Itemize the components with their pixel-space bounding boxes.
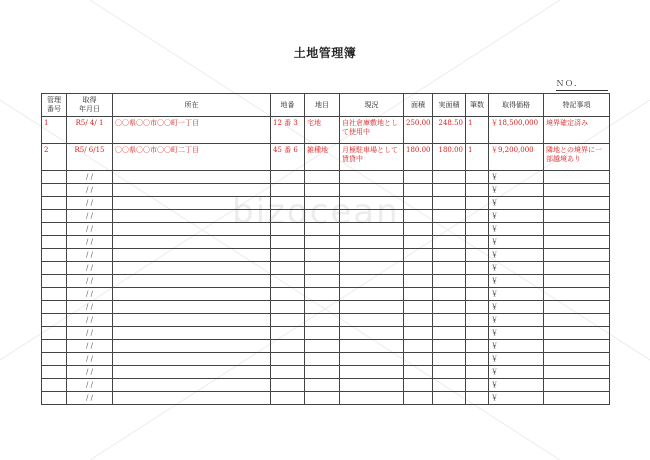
empty-cell[interactable]	[271, 379, 305, 392]
column-header: 実面積	[433, 94, 466, 117]
empty-cell[interactable]	[404, 223, 433, 236]
cell-price: ￥9,200,000	[489, 144, 544, 171]
table-row	[42, 314, 610, 327]
empty-cell[interactable]	[305, 301, 340, 314]
empty-cell[interactable]	[433, 379, 466, 392]
empty-cell[interactable]	[466, 171, 489, 184]
empty-cell[interactable]	[340, 366, 404, 379]
cell-actual-area: 180.00	[433, 144, 466, 171]
column-header: 取得 年月日	[67, 94, 113, 117]
empty-cell[interactable]	[544, 314, 610, 327]
cell-no: 2	[42, 144, 67, 171]
empty-cell[interactable]	[340, 249, 404, 262]
empty-cell[interactable]	[42, 392, 67, 405]
empty-cell[interactable]	[271, 197, 305, 210]
cell-price[interactable]: ￥	[489, 327, 544, 340]
empty-cell[interactable]	[305, 392, 340, 405]
empty-cell[interactable]	[305, 249, 340, 262]
empty-cell[interactable]	[113, 340, 271, 353]
empty-cell[interactable]	[113, 314, 271, 327]
empty-cell[interactable]	[271, 249, 305, 262]
empty-cell[interactable]	[305, 275, 340, 288]
empty-cell[interactable]	[271, 275, 305, 288]
cell-date: R5/ 6/15	[67, 144, 113, 171]
empty-cell[interactable]	[404, 353, 433, 366]
empty-cell[interactable]	[544, 249, 610, 262]
empty-cell[interactable]	[42, 314, 67, 327]
cell-actual-area: 248.50	[433, 117, 466, 144]
empty-cell[interactable]	[305, 223, 340, 236]
cell-price[interactable]: ￥	[489, 171, 544, 184]
empty-cell[interactable]	[466, 353, 489, 366]
empty-cell[interactable]	[404, 366, 433, 379]
cell-status: 月極駐車場として賃貸中	[340, 144, 404, 171]
empty-cell[interactable]	[305, 184, 340, 197]
empty-cell[interactable]	[404, 392, 433, 405]
empty-cell[interactable]	[42, 379, 67, 392]
empty-cell[interactable]	[42, 340, 67, 353]
cell-date[interactable]: / /	[67, 314, 113, 327]
empty-cell[interactable]	[113, 197, 271, 210]
cell-price[interactable]: ￥	[489, 392, 544, 405]
empty-cell[interactable]	[404, 288, 433, 301]
table-row	[42, 340, 610, 353]
empty-cell[interactable]	[271, 236, 305, 249]
table-row	[42, 210, 610, 223]
empty-cell[interactable]	[404, 197, 433, 210]
empty-cell[interactable]	[466, 236, 489, 249]
cell-price[interactable]: ￥	[489, 249, 544, 262]
empty-cell[interactable]	[305, 262, 340, 275]
empty-cell[interactable]	[433, 340, 466, 353]
cell-category: 雑種地	[305, 144, 340, 171]
cell-date[interactable]: / /	[67, 379, 113, 392]
empty-cell[interactable]	[113, 301, 271, 314]
empty-cell[interactable]	[433, 392, 466, 405]
empty-cell[interactable]	[305, 327, 340, 340]
table-row	[42, 262, 610, 275]
empty-cell[interactable]	[404, 171, 433, 184]
empty-cell[interactable]	[544, 236, 610, 249]
empty-cell[interactable]	[404, 275, 433, 288]
cell-category: 宅地	[305, 117, 340, 144]
cell-area: 180.00	[404, 144, 433, 171]
cell-price: ￥18,500,000	[489, 117, 544, 144]
empty-cell[interactable]	[42, 223, 67, 236]
cell-date[interactable]: / /	[67, 197, 113, 210]
cell-date[interactable]: / /	[67, 301, 113, 314]
empty-cell[interactable]	[466, 392, 489, 405]
cell-date[interactable]: / /	[67, 275, 113, 288]
empty-cell[interactable]	[433, 197, 466, 210]
empty-cell[interactable]	[305, 288, 340, 301]
column-header: 面積	[404, 94, 433, 117]
empty-cell[interactable]	[42, 236, 67, 249]
cell-date[interactable]: / /	[67, 288, 113, 301]
empty-cell[interactable]	[305, 210, 340, 223]
cell-parcels: 1	[466, 117, 489, 144]
cell-parcels: 1	[466, 144, 489, 171]
empty-cell[interactable]	[42, 210, 67, 223]
cell-price[interactable]: ￥	[489, 210, 544, 223]
land-register-table	[41, 93, 610, 405]
cell-location: 〇〇県〇〇市〇〇町二丁目	[113, 144, 271, 171]
empty-cell[interactable]	[340, 379, 404, 392]
empty-cell[interactable]	[433, 184, 466, 197]
table-row	[42, 144, 610, 171]
empty-cell[interactable]	[305, 236, 340, 249]
table-body	[42, 117, 610, 405]
empty-cell[interactable]	[113, 184, 271, 197]
cell-date[interactable]: / /	[67, 340, 113, 353]
empty-cell[interactable]	[271, 353, 305, 366]
cell-date[interactable]: / /	[67, 366, 113, 379]
empty-cell[interactable]	[340, 353, 404, 366]
empty-cell[interactable]	[113, 210, 271, 223]
empty-cell[interactable]	[271, 288, 305, 301]
empty-cell[interactable]	[42, 353, 67, 366]
empty-cell[interactable]	[544, 262, 610, 275]
cell-price[interactable]: ￥	[489, 262, 544, 275]
empty-cell[interactable]	[340, 236, 404, 249]
empty-cell[interactable]	[113, 327, 271, 340]
cell-price[interactable]: ￥	[489, 288, 544, 301]
empty-cell[interactable]	[404, 301, 433, 314]
number-field: ＮＯ．	[556, 78, 608, 91]
empty-cell[interactable]	[466, 366, 489, 379]
empty-cell[interactable]	[340, 392, 404, 405]
table-row	[42, 236, 610, 249]
cell-price[interactable]: ￥	[489, 184, 544, 197]
empty-cell[interactable]	[271, 171, 305, 184]
cell-price[interactable]: ￥	[489, 236, 544, 249]
empty-cell[interactable]	[544, 288, 610, 301]
empty-cell[interactable]	[466, 184, 489, 197]
empty-cell[interactable]	[305, 379, 340, 392]
empty-cell[interactable]	[544, 184, 610, 197]
empty-cell[interactable]	[404, 210, 433, 223]
empty-cell[interactable]	[404, 249, 433, 262]
table-row	[42, 117, 610, 144]
cell-notes: 境界確定済み	[544, 117, 610, 144]
empty-cell[interactable]	[42, 288, 67, 301]
empty-cell[interactable]	[305, 314, 340, 327]
empty-cell[interactable]	[404, 262, 433, 275]
column-header: 所在	[113, 94, 271, 117]
empty-cell[interactable]	[271, 301, 305, 314]
table-row	[42, 275, 610, 288]
empty-cell[interactable]	[404, 340, 433, 353]
table-row	[42, 327, 610, 340]
empty-cell[interactable]	[42, 197, 67, 210]
cell-date[interactable]: / /	[67, 392, 113, 405]
empty-cell[interactable]	[340, 223, 404, 236]
empty-cell[interactable]	[466, 197, 489, 210]
empty-cell[interactable]	[466, 210, 489, 223]
empty-cell[interactable]	[433, 249, 466, 262]
empty-cell[interactable]	[42, 366, 67, 379]
empty-cell[interactable]	[42, 171, 67, 184]
cell-lot: 45 番 6	[271, 144, 305, 171]
cell-no: 1	[42, 117, 67, 144]
cell-price[interactable]: ￥	[489, 314, 544, 327]
empty-cell[interactable]	[271, 327, 305, 340]
empty-cell[interactable]	[271, 392, 305, 405]
empty-cell[interactable]	[433, 288, 466, 301]
column-header: 取得価格	[489, 94, 544, 117]
cell-date[interactable]: / /	[67, 223, 113, 236]
empty-cell[interactable]	[433, 301, 466, 314]
empty-cell[interactable]	[544, 197, 610, 210]
cell-date[interactable]: / /	[67, 184, 113, 197]
empty-cell[interactable]	[113, 288, 271, 301]
empty-cell[interactable]	[271, 340, 305, 353]
table-row	[42, 249, 610, 262]
empty-cell[interactable]	[466, 288, 489, 301]
empty-cell[interactable]	[271, 366, 305, 379]
empty-cell[interactable]	[113, 249, 271, 262]
table-row	[42, 184, 610, 197]
empty-cell[interactable]	[271, 314, 305, 327]
empty-cell[interactable]	[544, 366, 610, 379]
empty-cell[interactable]	[433, 327, 466, 340]
empty-cell[interactable]	[113, 223, 271, 236]
empty-cell[interactable]	[404, 314, 433, 327]
empty-cell[interactable]	[305, 366, 340, 379]
empty-cell[interactable]	[433, 314, 466, 327]
empty-cell[interactable]	[466, 275, 489, 288]
empty-cell[interactable]	[42, 275, 67, 288]
empty-cell[interactable]	[466, 301, 489, 314]
table-row	[42, 353, 610, 366]
empty-cell[interactable]	[466, 249, 489, 262]
empty-cell[interactable]	[466, 262, 489, 275]
table-row	[42, 366, 610, 379]
column-header: 地目	[305, 94, 340, 117]
empty-cell[interactable]	[42, 262, 67, 275]
column-header: 管理 番号	[42, 94, 67, 117]
empty-cell[interactable]	[42, 184, 67, 197]
empty-cell[interactable]	[113, 392, 271, 405]
cell-date[interactable]: / /	[67, 262, 113, 275]
header-row	[42, 94, 610, 117]
cell-price[interactable]: ￥	[489, 379, 544, 392]
cell-date[interactable]: / /	[67, 171, 113, 184]
empty-cell[interactable]	[305, 197, 340, 210]
empty-cell[interactable]	[305, 353, 340, 366]
empty-cell[interactable]	[544, 327, 610, 340]
cell-date[interactable]: / /	[67, 353, 113, 366]
empty-cell[interactable]	[113, 262, 271, 275]
table-row	[42, 301, 610, 314]
empty-cell[interactable]	[433, 275, 466, 288]
cell-price[interactable]: ￥	[489, 301, 544, 314]
empty-cell[interactable]	[42, 249, 67, 262]
table-row	[42, 379, 610, 392]
empty-cell[interactable]	[404, 327, 433, 340]
empty-cell[interactable]	[340, 288, 404, 301]
empty-cell[interactable]	[544, 353, 610, 366]
cell-price[interactable]: ￥	[489, 353, 544, 366]
table-row	[42, 171, 610, 184]
empty-cell[interactable]	[404, 184, 433, 197]
page-title: 土地管理簿	[293, 46, 357, 60]
column-header: 地番	[271, 94, 305, 117]
column-header: 特記事項	[544, 94, 610, 117]
empty-cell[interactable]	[433, 353, 466, 366]
empty-cell[interactable]	[42, 301, 67, 314]
empty-cell[interactable]	[404, 236, 433, 249]
empty-cell[interactable]	[340, 262, 404, 275]
empty-cell[interactable]	[466, 379, 489, 392]
cell-date[interactable]: / /	[67, 210, 113, 223]
cell-price[interactable]: ￥	[489, 275, 544, 288]
empty-cell[interactable]	[271, 210, 305, 223]
empty-cell[interactable]	[271, 223, 305, 236]
empty-cell[interactable]	[544, 379, 610, 392]
empty-cell[interactable]	[544, 223, 610, 236]
empty-cell[interactable]	[113, 275, 271, 288]
cell-date[interactable]: / /	[67, 236, 113, 249]
empty-cell[interactable]	[271, 184, 305, 197]
cell-date[interactable]: / /	[67, 249, 113, 262]
cell-price[interactable]: ￥	[489, 340, 544, 353]
empty-cell[interactable]	[271, 262, 305, 275]
empty-cell[interactable]	[433, 262, 466, 275]
table-row	[42, 223, 610, 236]
empty-cell[interactable]	[466, 314, 489, 327]
empty-cell[interactable]	[544, 301, 610, 314]
table-row	[42, 288, 610, 301]
empty-cell[interactable]	[305, 171, 340, 184]
empty-cell[interactable]	[340, 197, 404, 210]
empty-cell[interactable]	[305, 340, 340, 353]
empty-cell[interactable]	[544, 392, 610, 405]
table-row	[42, 197, 610, 210]
empty-cell[interactable]	[113, 171, 271, 184]
cell-area: 250.00	[404, 117, 433, 144]
cell-date: R5/ 4/ 1	[67, 117, 113, 144]
cell-price[interactable]: ￥	[489, 366, 544, 379]
empty-cell[interactable]	[340, 275, 404, 288]
empty-cell[interactable]	[340, 184, 404, 197]
empty-cell[interactable]	[404, 379, 433, 392]
empty-cell[interactable]	[544, 210, 610, 223]
cell-notes: 隣地との境界に一部越境あり	[544, 144, 610, 171]
empty-cell[interactable]	[340, 301, 404, 314]
empty-cell[interactable]	[340, 340, 404, 353]
empty-cell[interactable]	[544, 171, 610, 184]
empty-cell[interactable]	[466, 327, 489, 340]
cell-lot: 12 番 3	[271, 117, 305, 144]
empty-cell[interactable]	[340, 171, 404, 184]
empty-cell[interactable]	[433, 223, 466, 236]
empty-cell[interactable]	[113, 366, 271, 379]
table-row	[42, 392, 610, 405]
watermark: bizocean	[232, 192, 400, 232]
column-header: 筆数	[466, 94, 489, 117]
empty-cell[interactable]	[433, 210, 466, 223]
empty-cell[interactable]	[433, 171, 466, 184]
empty-cell[interactable]	[544, 275, 610, 288]
empty-cell[interactable]	[466, 223, 489, 236]
cell-location: 〇〇県〇〇市〇〇町一丁目	[113, 117, 271, 144]
empty-cell[interactable]	[433, 366, 466, 379]
empty-cell[interactable]	[113, 236, 271, 249]
empty-cell[interactable]	[433, 236, 466, 249]
empty-cell[interactable]	[113, 353, 271, 366]
column-header: 現況	[340, 94, 404, 117]
empty-cell[interactable]	[340, 210, 404, 223]
empty-cell[interactable]	[113, 379, 271, 392]
cell-status: 自社倉庫敷地として使用中	[340, 117, 404, 144]
empty-cell[interactable]	[340, 314, 404, 327]
cell-price[interactable]: ￥	[489, 223, 544, 236]
empty-cell[interactable]	[42, 327, 67, 340]
empty-cell[interactable]	[340, 327, 404, 340]
cell-date[interactable]: / /	[67, 327, 113, 340]
cell-price[interactable]: ￥	[489, 197, 544, 210]
empty-cell[interactable]	[544, 340, 610, 353]
empty-cell[interactable]	[466, 340, 489, 353]
